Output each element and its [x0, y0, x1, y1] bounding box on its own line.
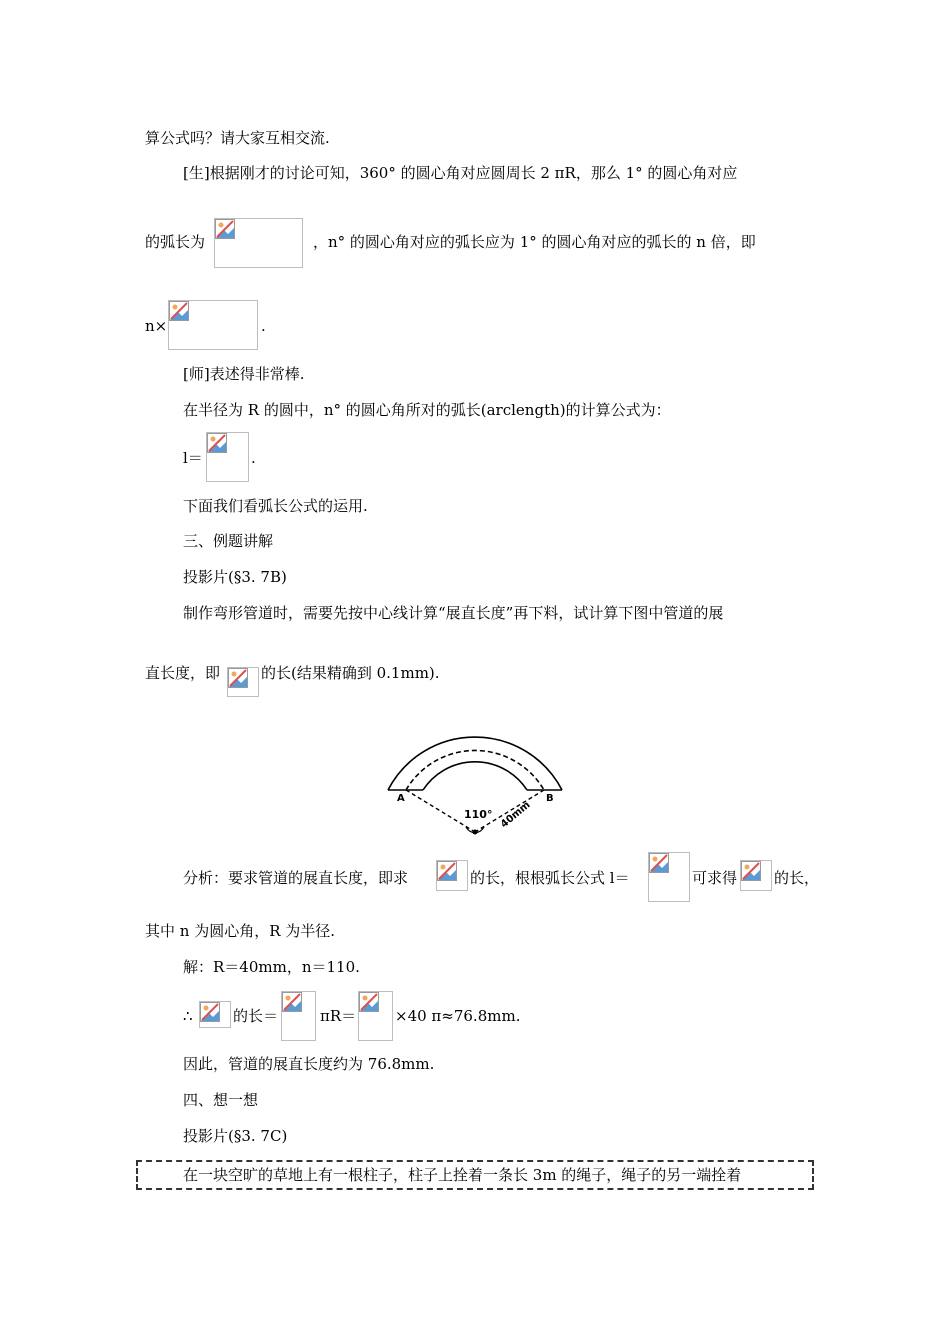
line-4-start: n× — [145, 317, 168, 335]
line-12-end: 的长(结果精确到 0.1mm). — [261, 664, 440, 682]
broken-image-icon — [437, 861, 457, 881]
line-12-start: 直长度，即 — [145, 664, 221, 682]
formula-placeholder-image — [206, 432, 249, 482]
broken-image-icon — [282, 992, 302, 1012]
broken-image-icon — [649, 853, 669, 873]
line-20: 在一块空旷的草地上有一根柱子，柱子上拴着一条长 3m 的绳子，绳子的另一端拴着 — [183, 1166, 742, 1184]
line-15: 解：R＝40mm，n＝110. — [183, 958, 360, 976]
line-16-mid2: πR＝ — [320, 1007, 357, 1025]
formula-placeholder-image — [199, 1001, 231, 1028]
line-13-end: 的长， — [774, 869, 820, 887]
section-heading-4: 四、想一想 — [183, 1091, 259, 1109]
label-b: B — [546, 793, 554, 804]
line-7-end: . — [251, 449, 256, 467]
broken-image-icon — [169, 301, 189, 321]
pipe-figure — [380, 708, 570, 840]
line-6: 在半径为 R 的圆中，n° 的圆心角所对的弧长(arclength)的计算公式为： — [183, 401, 671, 419]
broken-image-icon — [207, 433, 227, 453]
line-3-end: ，n° 的圆心角对应的弧长应为 1° 的圆心角对应的弧长的 n 倍，即 — [313, 233, 756, 251]
formula-placeholder-image — [358, 991, 393, 1041]
line-14: 其中 n 为圆心角，R 为半径. — [145, 922, 336, 940]
line-8: 下面我们看弧长公式的运用. — [183, 497, 368, 515]
line-1: 算公式吗？请大家互相交流. — [145, 129, 330, 147]
line-7-start: l＝ — [183, 449, 203, 467]
broken-image-icon — [359, 992, 379, 1012]
line-13-mid: 的长，根根弧长公式 l＝ — [470, 869, 630, 887]
center-point — [473, 830, 478, 835]
formula-placeholder-image — [214, 218, 303, 268]
section-heading-3: 三、例题讲解 — [183, 532, 274, 550]
line-3-start: 的弧长为 — [145, 233, 206, 251]
line-17: 因此，管道的展直长度约为 76.8mm. — [183, 1055, 435, 1073]
formula-placeholder-image — [168, 300, 258, 350]
label-a: A — [397, 793, 405, 804]
line-2: [生]根据刚才的讨论可知，360° 的圆心角对应圆周长 2 πR，那么 1° 的圆心角对应 — [183, 164, 738, 182]
broken-image-icon — [200, 1002, 220, 1022]
pipe-outer-arc — [388, 737, 562, 790]
broken-image-icon — [741, 861, 761, 881]
formula-placeholder-image — [227, 667, 259, 697]
angle-label: 110° — [464, 808, 493, 821]
broken-image-icon — [228, 668, 248, 688]
pipe-inner-arc — [423, 762, 527, 790]
line-5: [师]表述得非常棒. — [183, 365, 305, 383]
line-13-mid2: 可求得 — [692, 869, 738, 887]
formula-placeholder-image — [648, 852, 690, 902]
broken-image-icon — [215, 219, 235, 239]
line-13-start: 分析：要求管道的展直长度，即求 — [183, 869, 409, 887]
line-16-end: ×40 π≈76.8mm. — [395, 1007, 521, 1025]
radius-label: 40mm — [498, 799, 533, 831]
line-10: 投影片(§3. 7B) — [183, 568, 287, 586]
formula-placeholder-image — [436, 860, 468, 891]
line-16-start: ∴ — [183, 1007, 193, 1025]
line-4-end: . — [261, 317, 266, 335]
formula-placeholder-image — [281, 991, 316, 1041]
line-11: 制作弯形管道时，需要先按中心线计算“展直长度”再下料，试计算下图中管道的展 — [183, 604, 724, 622]
line-19: 投影片(§3. 7C) — [183, 1127, 288, 1145]
formula-placeholder-image — [740, 860, 772, 891]
line-16-mid: 的长＝ — [233, 1007, 279, 1025]
